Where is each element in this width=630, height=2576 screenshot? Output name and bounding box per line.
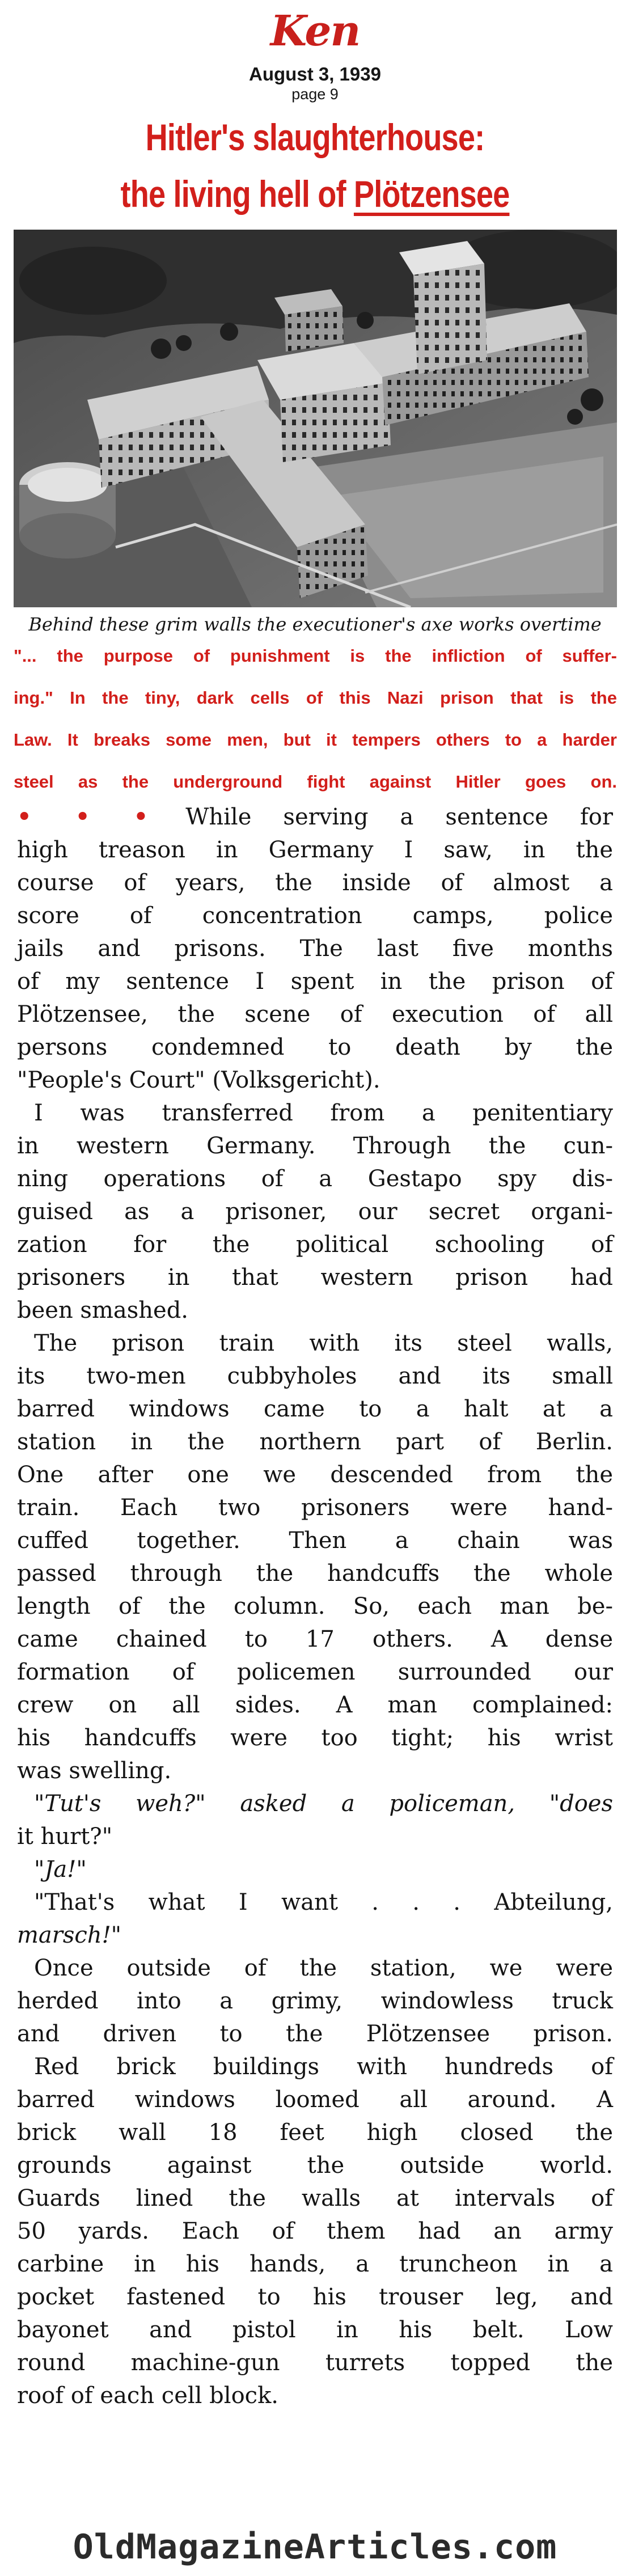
body-line-14: zation for the political schooling of [17, 1232, 613, 1258]
body-text-1: While serving a sentence for [185, 804, 614, 830]
body-line-3: course of years, the inside of almost a [17, 870, 613, 896]
body-line-5: jails and prisons. The last five months [17, 936, 613, 962]
page-number: page 9 [291, 86, 339, 103]
body-line-40: barred windows loomed all around. A [17, 2087, 613, 2113]
body-line-47: bayonet and pistol in his belt. Low [17, 2317, 613, 2343]
body-line-17: The prison train with its steel walls, [34, 1330, 613, 1356]
body-line-32: it hurt?" [17, 1824, 113, 1850]
body-line-8: persons condemned to death by the [17, 1034, 613, 1060]
body-line-45: carbine in his hands, a truncheon in a [17, 2251, 613, 2277]
body-line-25: length of the column. So, each man be- [17, 1593, 613, 1619]
issue-date: August 3, 1939 [249, 64, 381, 84]
headline-line-1 [57, 111, 573, 163]
bullet-dots: • • • [17, 803, 154, 830]
prison-aerial-photo [14, 230, 617, 607]
body-line-39: Red brick buildings with hundreds of [34, 2054, 613, 2080]
body-line-22: train. Each two prisoners were hand- [17, 1495, 613, 1521]
headline-line-2 [57, 168, 573, 220]
body-line-18: its two-men cubbyholes and its small [17, 1363, 613, 1389]
headline-text-1: Hitler's slaughterhouse: [145, 116, 485, 158]
body-line-34: "That's what I want . . . Abteilung, [34, 1889, 613, 1915]
body-line-41: brick wall 18 feet high closed the [17, 2120, 613, 2146]
body-line-43: Guards lined the walls at intervals of [17, 2185, 613, 2211]
body-line-15: prisoners in that western prison had [17, 1264, 613, 1291]
body-line-11: in western Germany. Through the cun- [17, 1133, 613, 1159]
body-line-28: crew on all sides. A man complained: [17, 1692, 613, 1718]
body-line-44: 50 yards. Each of them had an army [17, 2218, 613, 2244]
body-line-7: Plötzensee, the scene of execution of all [17, 1001, 613, 1027]
body-line-10: I was transferred from a penitentiary [34, 1100, 613, 1126]
body-line-6: of my sentence I spent in the prison of [17, 968, 613, 995]
body-line-31: "Tut's weh?" asked a policeman, "does [34, 1791, 613, 1817]
body-line-20: station in the northern part of Berlin. [17, 1429, 613, 1455]
body-line-13: guised as a prisoner, our secret organi- [17, 1199, 613, 1225]
body-line-27: formation of policemen surrounded our [17, 1659, 613, 1685]
prison-photo-illustration [14, 230, 617, 607]
body-line-4: score of concentration camps, police [17, 903, 613, 929]
deck-line-2: ing." In the tiny, dark cells of this Nazi prison that is the [14, 688, 617, 708]
body-line-2: high treason in Germany I saw, in the [17, 837, 613, 863]
body-line-19: barred windows came to a halt at a [17, 1396, 613, 1422]
body-line-29: his handcuffs were too tight; his wrist [17, 1725, 613, 1751]
body-line-12: ning operations of a Gestapo spy dis- [17, 1166, 613, 1192]
body-line-49: roof of each cell block. [17, 2383, 279, 2409]
headline-underlined-word: Plötzensee [353, 173, 510, 215]
body-line-21: One after one we descended from the [17, 1462, 613, 1488]
body-line-33: "Ja!" [34, 1856, 87, 1883]
body-line-46: pocket fastened to his trouser leg, and [17, 2284, 613, 2310]
body-line-24: passed through the handcuffs the whole [17, 1560, 613, 1587]
body-line-16: been smashed. [17, 1297, 189, 1323]
body-line-30: was swelling. [17, 1758, 172, 1784]
deck-line-3: Law. It breaks some men, but it tempers others to a harder [14, 730, 617, 750]
photo-caption: Behind these grim walls the executioner's axe works overtime [28, 614, 602, 635]
body-line-1 [17, 801, 613, 834]
body-line-9: "People's Court" (Volksgericht). [17, 1067, 380, 1093]
site-watermark: OldMagazineArticles.com [73, 2527, 557, 2567]
body-line-26: came chained to 17 others. A dense [17, 1626, 613, 1652]
headline-text-2: the living hell of [120, 173, 354, 215]
deck-line-4: steel as the underground fight against Hitler goes on. [14, 772, 617, 792]
body-line-48: round machine-gun turrets topped the [17, 2350, 613, 2376]
body-line-37: herded into a grimy, windowless truck [17, 1988, 613, 2014]
deck-line-1: "... the purpose of punishment is the infliction of suffer- [14, 646, 617, 666]
body-line-36: Once outside of the station, we were [34, 1955, 613, 1981]
body-line-23: cuffed together. Then a chain was [17, 1528, 613, 1554]
body-line-42: grounds against the outside world. [17, 2152, 613, 2179]
body-line-35: marsch!" [17, 1922, 122, 1948]
body-line-38: and driven to the Plötzensee prison. [17, 2021, 613, 2047]
magazine-logo: Ken [270, 7, 360, 56]
